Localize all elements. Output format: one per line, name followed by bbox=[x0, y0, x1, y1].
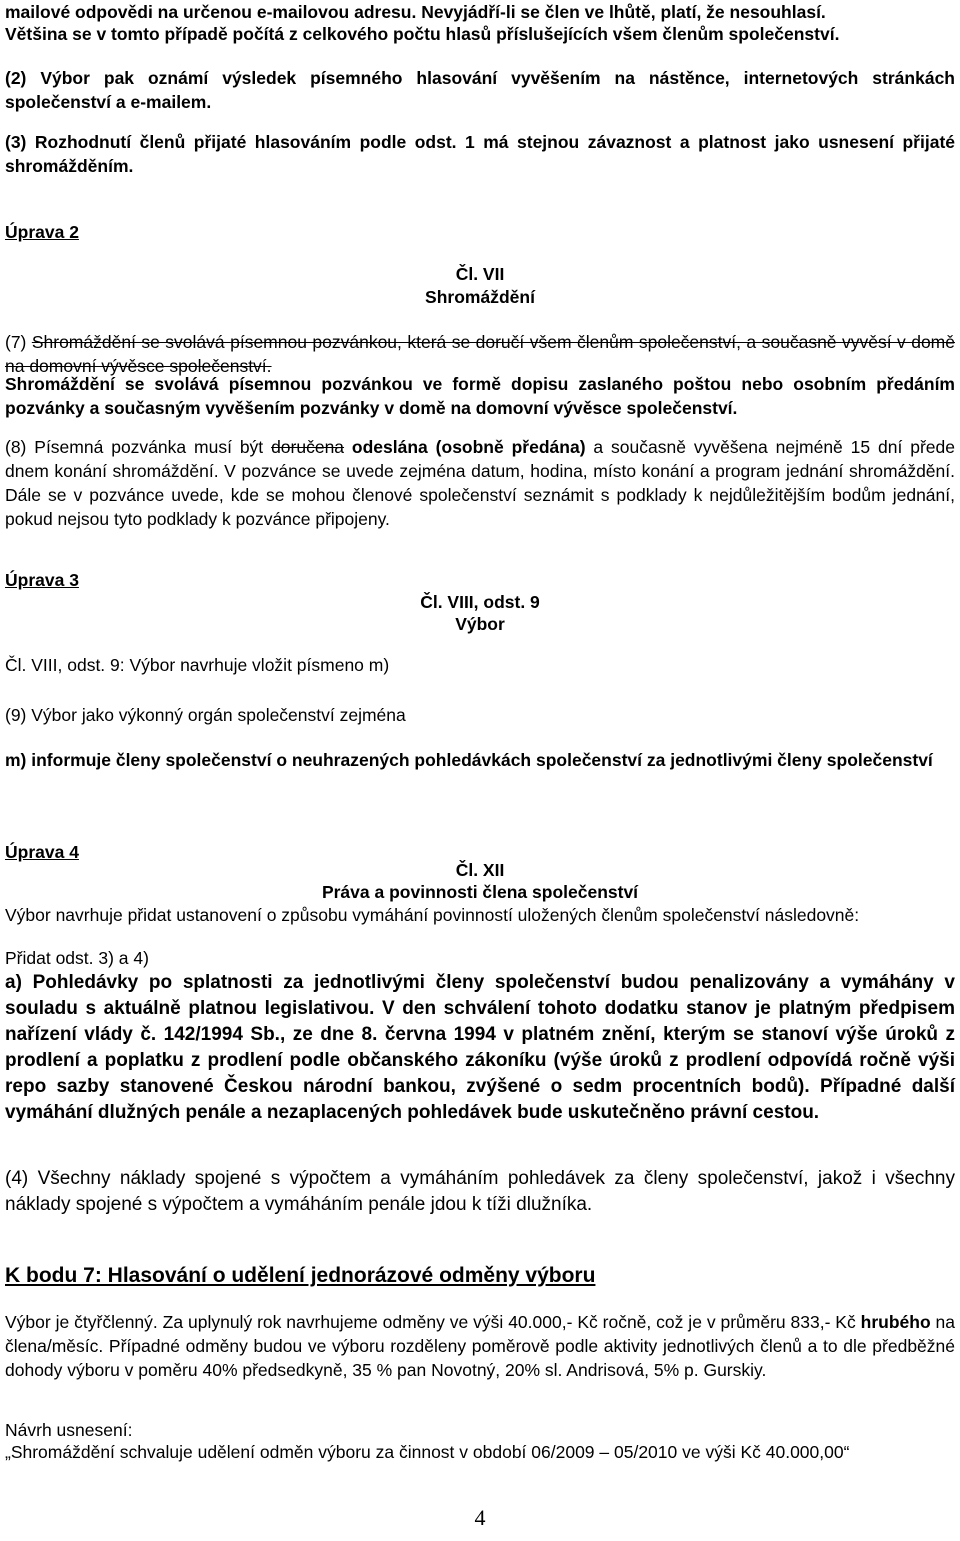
article-vii-title: Shromáždění bbox=[425, 287, 535, 307]
add-paragraphs: Přidat odst. 3) a 4) bbox=[5, 948, 149, 968]
top-line-2: Většina se v tomto případě počítá z celkového počtu hlasů příslušejících všem členům společenství. bbox=[5, 24, 840, 44]
paragraph-7-number: (7) bbox=[5, 332, 32, 352]
top-line-1: mailové odpovědi na určenou e-mailovou adresu. Nevyjádří-li se člen ve lhůtě, platí, že nesouhlasí. bbox=[5, 2, 826, 22]
paragraph-3: (3) Rozhodnutí členů přijaté hlasováním podle odst. 1 má stejnou závaznost a platnost jako usnesení přijaté shromážděním. bbox=[5, 132, 955, 176]
paragraph-8-deleted-word: doručena bbox=[271, 437, 345, 457]
paragraph-8 bbox=[5, 435, 955, 531]
article-viii-title: Výbor bbox=[455, 614, 505, 634]
paragraph-7-deleted-text: Shromáždění se svolává písemnou pozvánkou, která se doručí všem členům společenství, a současně vyvěsí v domě na domovní vývěsce společenství. bbox=[5, 332, 955, 376]
paragraph-8-start: (8) Písemná pozvánka musí být bbox=[5, 437, 272, 457]
paragraph-7-struck bbox=[5, 330, 955, 378]
uprava-4-intro: Výbor navrhuje přidat ustanovení o způsobu vymáhání povinností uložených členům společenství následovně: bbox=[5, 905, 860, 925]
paragraph-7-new: Shromáždění se svolává písemnou pozvánkou ve formě dopisu zaslaného poštou nebo osobním předáním pozvánky a současným vyvěšením pozvánky v domě na domovní vývěsce společenství. bbox=[5, 374, 955, 418]
paragraph-8-inserted: odeslána (osobně předána) bbox=[344, 437, 586, 457]
bod-7-heading: K bodu 7: Hlasování o udělení jednorázové odměny výboru bbox=[5, 1264, 596, 1287]
uprava-4-heading: Úprava 4 bbox=[5, 842, 79, 862]
resolution-label: Návrh usnesení: bbox=[5, 1420, 133, 1440]
letter-m: m) informuje členy společenství o neuhrazených pohledávkách společenství za jednotlivými členy společenství bbox=[5, 750, 933, 770]
bod-7-paragraph bbox=[5, 1310, 955, 1382]
paragraph-2: (2) Výbor pak oznámí výsledek písemného hlasování vyvěšením na nástěnce, internetových stránkách společenství a e-mailem. bbox=[5, 68, 955, 112]
article-vii: Čl. VII bbox=[455, 264, 505, 284]
paragraph-9: (9) Výbor jako výkonný orgán společenství zejména bbox=[5, 705, 406, 725]
uprava-3-intro: Čl. VIII, odst. 9: Výbor navrhuje vložit písmeno m) bbox=[5, 655, 390, 675]
uprava-3-heading: Úprava 3 bbox=[5, 570, 79, 590]
paragraph-3-penalties: a) Pohledávky po splatnosti za jednotlivými členy společenství budou penalizovány a vymáhány v souladu s aktuálně platnou legislativou. V den schválení tohoto dodatku stanov je platným předpisem nařízení vlády č. 142/1994 Sb., ze dne 8. června 1994 v platném znění, kterým se stanoví výše úroků z prodlení a poplatku z prodlení podle občanského zákoníku (výše úroků z prodlení odpovídá ročně výši repo sazby stanovené Českou národní bankou, zvýšené o sedm procentních bodů). Případné další vymáhání dlužných penále a nezaplacených pohledávek bude uskutečněno právní cestou. bbox=[5, 972, 955, 1123]
bod-7-text-rest: na člena/měsíc. Případné odměny budou ve výboru rozděleny poměrově podle aktivity jednotlivých členů a to dle předběžné dohody výboru v poměru 40% předsedkyně, 35 % pan Novotný, 20% sl. Andrisová, 5% p. Gurskiy. bbox=[5, 1312, 956, 1380]
resolution-text: „Shromáždění schvaluje udělení odměn výboru za činnost v období 06/2009 – 05/2010 ve výši Kč 40.000,00“ bbox=[5, 1442, 850, 1462]
uprava-2-heading: Úprava 2 bbox=[5, 222, 79, 242]
article-viii: Čl. VIII, odst. 9 bbox=[420, 592, 540, 612]
bod-7-text-start: Výbor je čtyřčlenný. Za uplynulý rok navrhujeme odměny ve výši 40.000,- Kč ročně, což je v průměru 833,- Kč bbox=[5, 1312, 861, 1332]
page-number: 4 bbox=[474, 1505, 486, 1530]
paragraph-8-rest: a současně vyvěšena nejméně 15 dní přede dnem konání shromáždění. V pozvánce se uvede zejména datum, hodina, místo konání a program jednání shromáždění. Dále se v pozvánce uvede, kde se mohou členové společenství seznámit s podklady k nejdůležitějším bodům jednání, pokud nejsou tyto podklady k pozvánce připojeny. bbox=[5, 437, 955, 529]
article-xii: Čl. XII bbox=[455, 860, 505, 880]
bod-7-bold-word: hrubého bbox=[860, 1312, 931, 1332]
article-xii-title: Práva a povinnosti člena společenství bbox=[321, 882, 639, 902]
paragraph-4-costs: (4) Všechny náklady spojené s výpočtem a vymáháním pohledávek za členy společenství, jakož i všechny náklady spojené s výpočtem a vymáháním penále jdou k tíži dlužníka. bbox=[5, 1168, 955, 1215]
